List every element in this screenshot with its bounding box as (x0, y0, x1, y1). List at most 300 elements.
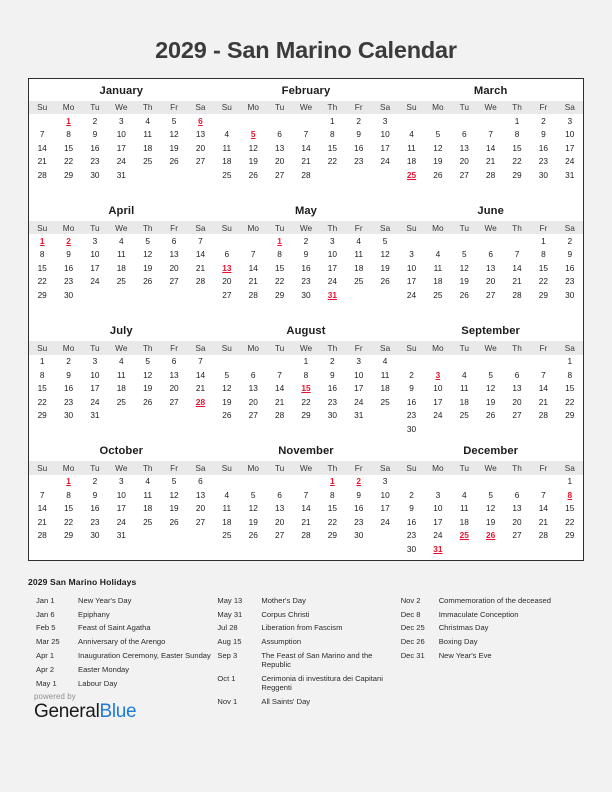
day-cell[interactable]: 10 (565, 129, 575, 140)
day-cell[interactable]: 18 (143, 142, 153, 153)
day-cell[interactable]: 7 (277, 369, 282, 380)
day-cell[interactable]: 19 (143, 383, 153, 394)
day-cell[interactable]: 10 (116, 489, 126, 500)
day-cell[interactable]: 11 (143, 489, 152, 500)
day-cell[interactable]: 9 (356, 489, 362, 500)
day-cell[interactable]: 30 (63, 410, 74, 421)
day-cell[interactable]: 28 (486, 169, 496, 180)
day-cell[interactable]: 2 (303, 235, 309, 246)
day-cell[interactable]: 28 (37, 530, 47, 541)
day-cell[interactable]: 11 (433, 262, 443, 273)
day-cell[interactable]: 5 (171, 476, 177, 487)
day-cell-holiday[interactable]: 6 (198, 115, 203, 126)
day-cell[interactable]: 30 (301, 289, 311, 300)
day-cell[interactable]: 16 (406, 396, 417, 407)
day-cell[interactable]: 13 (274, 142, 285, 153)
day-cell[interactable]: 19 (169, 503, 179, 514)
day-cell[interactable]: 1 (330, 115, 335, 126)
day-cell[interactable]: 26 (169, 516, 179, 527)
day-cell[interactable]: 4 (461, 369, 467, 380)
day-cell[interactable]: 10 (116, 129, 126, 140)
day-cell[interactable]: 23 (406, 530, 417, 541)
day-cell[interactable]: 17 (90, 383, 100, 394)
day-cell[interactable]: 28 (512, 289, 522, 300)
day-cell[interactable]: 23 (63, 276, 74, 287)
day-cell[interactable]: 21 (538, 516, 548, 527)
day-cell[interactable]: 5 (461, 249, 467, 260)
day-cell[interactable]: 7 (514, 249, 520, 260)
day-cell[interactable]: 22 (274, 276, 285, 287)
day-cell[interactable]: 5 (145, 235, 150, 246)
day-cell[interactable]: 3 (92, 235, 98, 246)
day-cell[interactable]: 17 (116, 503, 126, 514)
day-cell[interactable]: 11 (459, 503, 469, 514)
day-cell[interactable]: 1 (567, 356, 573, 367)
day-cell[interactable]: 12 (433, 142, 443, 153)
day-cell[interactable]: 28 (301, 530, 311, 541)
day-cell[interactable]: 22 (37, 276, 47, 287)
day-cell[interactable]: 10 (406, 262, 417, 273)
day-cell[interactable]: 12 (248, 503, 258, 514)
day-cell[interactable]: 23 (90, 156, 100, 167)
day-cell[interactable]: 2 (356, 115, 362, 126)
day-cell[interactable]: 4 (119, 356, 124, 367)
day-cell[interactable]: 9 (409, 383, 414, 394)
day-cell[interactable]: 15 (327, 503, 337, 514)
day-cell[interactable]: 15 (63, 142, 74, 153)
day-cell[interactable]: 19 (486, 396, 496, 407)
day-cell[interactable]: 12 (169, 489, 179, 500)
day-cell[interactable]: 25 (222, 169, 232, 180)
day-cell[interactable]: 30 (406, 423, 417, 434)
day-cell[interactable]: 4 (461, 489, 467, 500)
day-cell[interactable]: 31 (354, 410, 364, 421)
day-cell-holiday[interactable]: 5 (250, 129, 256, 140)
day-cell-holiday[interactable]: 31 (327, 289, 337, 300)
day-cell-holiday[interactable]: 13 (222, 262, 232, 273)
day-cell[interactable]: 19 (222, 396, 232, 407)
day-cell[interactable]: 21 (301, 156, 311, 167)
day-cell-holiday[interactable]: 31 (433, 543, 443, 554)
day-cell[interactable]: 8 (66, 129, 71, 140)
day-cell[interactable]: 20 (222, 276, 232, 287)
day-cell[interactable]: 17 (354, 383, 364, 394)
day-cell[interactable]: 30 (90, 169, 100, 180)
day-cell[interactable]: 22 (63, 516, 74, 527)
day-cell[interactable]: 15 (274, 262, 285, 273)
day-cell[interactable]: 18 (116, 262, 126, 273)
day-cell-holiday[interactable]: 2 (356, 476, 362, 487)
day-cell[interactable]: 8 (39, 249, 45, 260)
day-cell[interactable]: 13 (248, 383, 258, 394)
day-cell[interactable]: 20 (169, 383, 179, 394)
day-cell[interactable]: 16 (327, 383, 337, 394)
day-cell[interactable]: 1 (541, 235, 546, 246)
day-cell[interactable]: 12 (169, 129, 179, 140)
day-cell[interactable]: 14 (301, 503, 311, 514)
day-cell[interactable]: 25 (380, 396, 390, 407)
day-cell[interactable]: 23 (327, 396, 337, 407)
day-cell[interactable]: 21 (37, 156, 47, 167)
day-cell[interactable]: 17 (90, 262, 100, 273)
day-cell[interactable]: 30 (565, 289, 575, 300)
day-cell[interactable]: 25 (116, 276, 126, 287)
day-cell[interactable]: 16 (354, 503, 364, 514)
day-cell[interactable]: 22 (301, 396, 311, 407)
day-cell[interactable]: 27 (274, 530, 285, 541)
day-cell[interactable]: 4 (119, 235, 124, 246)
day-cell[interactable]: 22 (565, 396, 575, 407)
day-cell[interactable]: 19 (433, 156, 443, 167)
day-cell[interactable]: 11 (222, 503, 232, 514)
day-cell[interactable]: 8 (330, 489, 335, 500)
day-cell[interactable]: 16 (538, 142, 548, 153)
day-cell[interactable]: 27 (169, 396, 179, 407)
day-cell[interactable]: 18 (222, 156, 232, 167)
day-cell[interactable]: 23 (354, 516, 364, 527)
day-cell[interactable]: 8 (277, 249, 282, 260)
day-cell[interactable]: 12 (459, 262, 469, 273)
day-cell[interactable]: 27 (274, 169, 285, 180)
day-cell[interactable]: 9 (567, 249, 573, 260)
day-cell[interactable]: 22 (37, 396, 47, 407)
day-cell[interactable]: 7 (303, 129, 309, 140)
day-cell[interactable]: 18 (380, 383, 390, 394)
day-cell[interactable]: 11 (407, 142, 416, 153)
day-cell[interactable]: 30 (354, 530, 364, 541)
day-cell[interactable]: 6 (488, 249, 493, 260)
day-cell[interactable]: 17 (380, 503, 390, 514)
day-cell[interactable]: 6 (171, 356, 177, 367)
day-cell[interactable]: 29 (301, 410, 311, 421)
day-cell[interactable]: 10 (380, 129, 390, 140)
day-cell[interactable]: 18 (459, 516, 469, 527)
day-cell[interactable]: 24 (116, 516, 126, 527)
day-cell[interactable]: 25 (116, 396, 126, 407)
day-cell[interactable]: 14 (301, 142, 311, 153)
day-cell[interactable]: 6 (277, 489, 282, 500)
day-cell[interactable]: 28 (274, 410, 285, 421)
day-cell[interactable]: 3 (382, 115, 388, 126)
day-cell[interactable]: 17 (433, 516, 443, 527)
day-cell[interactable]: 27 (195, 156, 206, 167)
day-cell[interactable]: 2 (66, 356, 71, 367)
day-cell[interactable]: 28 (37, 169, 47, 180)
day-cell[interactable]: 21 (248, 276, 258, 287)
day-cell[interactable]: 17 (116, 142, 126, 153)
day-cell[interactable]: 12 (222, 383, 232, 394)
day-cell[interactable]: 20 (169, 262, 179, 273)
day-cell[interactable]: 19 (486, 516, 496, 527)
day-cell[interactable]: 10 (327, 249, 337, 260)
day-cell[interactable]: 31 (116, 530, 126, 541)
day-cell[interactable]: 21 (538, 396, 548, 407)
day-cell-holiday[interactable]: 25 (459, 530, 469, 541)
day-cell[interactable]: 5 (382, 235, 388, 246)
day-cell[interactable]: 20 (512, 516, 522, 527)
day-cell[interactable]: 25 (222, 530, 232, 541)
day-cell[interactable]: 2 (541, 115, 546, 126)
day-cell[interactable]: 14 (248, 262, 258, 273)
day-cell[interactable]: 6 (198, 476, 203, 487)
day-cell[interactable]: 21 (512, 276, 522, 287)
day-cell[interactable]: 27 (248, 410, 258, 421)
day-cell[interactable]: 4 (409, 129, 414, 140)
day-cell[interactable]: 10 (433, 383, 443, 394)
day-cell[interactable]: 8 (541, 249, 546, 260)
day-cell[interactable]: 27 (459, 169, 469, 180)
day-cell[interactable]: 21 (274, 396, 285, 407)
day-cell[interactable]: 8 (514, 129, 520, 140)
day-cell[interactable]: 18 (116, 383, 126, 394)
day-cell[interactable]: 7 (541, 369, 546, 380)
day-cell[interactable]: 31 (90, 410, 100, 421)
day-cell-holiday[interactable]: 1 (66, 476, 71, 487)
day-cell[interactable]: 24 (433, 530, 443, 541)
day-cell[interactable]: 9 (92, 489, 98, 500)
day-cell[interactable]: 1 (567, 476, 573, 487)
day-cell[interactable]: 11 (143, 129, 152, 140)
day-cell[interactable]: 14 (37, 503, 47, 514)
day-cell[interactable]: 22 (327, 156, 337, 167)
day-cell[interactable]: 11 (459, 383, 469, 394)
day-cell[interactable]: 9 (92, 129, 98, 140)
day-cell[interactable]: 16 (565, 262, 575, 273)
day-cell[interactable]: 20 (195, 503, 206, 514)
day-cell[interactable]: 19 (248, 516, 258, 527)
day-cell[interactable]: 3 (92, 356, 98, 367)
day-cell[interactable]: 14 (274, 383, 285, 394)
day-cell[interactable]: 24 (354, 396, 364, 407)
day-cell[interactable]: 1 (39, 356, 45, 367)
day-cell[interactable]: 29 (37, 410, 47, 421)
day-cell-holiday[interactable]: 3 (435, 369, 441, 380)
day-cell[interactable]: 4 (145, 115, 150, 126)
day-cell[interactable]: 3 (356, 356, 362, 367)
day-cell[interactable]: 16 (354, 142, 364, 153)
day-cell[interactable]: 27 (512, 530, 522, 541)
day-cell[interactable]: 6 (224, 249, 230, 260)
day-cell-holiday[interactable]: 25 (406, 169, 417, 180)
day-cell[interactable]: 8 (66, 489, 71, 500)
day-cell[interactable]: 12 (486, 503, 496, 514)
day-cell-holiday[interactable]: 28 (195, 396, 206, 407)
day-cell[interactable]: 4 (145, 476, 150, 487)
day-cell[interactable]: 12 (380, 249, 390, 260)
day-cell[interactable]: 15 (538, 262, 548, 273)
day-cell[interactable]: 24 (433, 410, 443, 421)
day-cell[interactable]: 20 (512, 396, 522, 407)
day-cell[interactable]: 3 (435, 489, 441, 500)
day-cell[interactable]: 28 (538, 530, 548, 541)
day-cell[interactable]: 3 (119, 476, 124, 487)
day-cell[interactable]: 29 (63, 530, 74, 541)
day-cell[interactable]: 15 (565, 383, 575, 394)
day-cell[interactable]: 1 (303, 356, 309, 367)
day-cell[interactable]: 19 (459, 276, 469, 287)
day-cell[interactable]: 29 (274, 289, 285, 300)
day-cell[interactable]: 23 (565, 276, 575, 287)
day-cell[interactable]: 15 (512, 142, 522, 153)
day-cell[interactable]: 2 (567, 235, 573, 246)
day-cell[interactable]: 24 (327, 276, 337, 287)
day-cell[interactable]: 28 (301, 169, 311, 180)
day-cell[interactable]: 14 (538, 503, 548, 514)
day-cell[interactable]: 29 (565, 530, 575, 541)
day-cell[interactable]: 27 (486, 289, 496, 300)
day-cell[interactable]: 29 (565, 410, 575, 421)
day-cell[interactable]: 16 (406, 516, 417, 527)
day-cell[interactable]: 30 (327, 410, 337, 421)
day-cell[interactable]: 8 (303, 369, 309, 380)
day-cell[interactable]: 17 (327, 262, 337, 273)
day-cell-holiday[interactable]: 1 (330, 476, 335, 487)
day-cell[interactable]: 3 (119, 115, 124, 126)
day-cell[interactable]: 29 (512, 169, 522, 180)
day-cell[interactable]: 26 (433, 169, 443, 180)
day-cell[interactable]: 16 (90, 142, 100, 153)
day-cell[interactable]: 26 (169, 156, 179, 167)
day-cell[interactable]: 18 (459, 396, 469, 407)
day-cell-holiday[interactable]: 26 (486, 530, 496, 541)
day-cell[interactable]: 4 (356, 235, 362, 246)
day-cell[interactable]: 4 (224, 129, 230, 140)
day-cell[interactable]: 24 (565, 156, 575, 167)
day-cell[interactable]: 9 (541, 129, 546, 140)
day-cell[interactable]: 25 (459, 410, 469, 421)
day-cell[interactable]: 1 (514, 115, 520, 126)
day-cell[interactable]: 29 (37, 289, 47, 300)
day-cell[interactable]: 5 (171, 115, 177, 126)
day-cell[interactable]: 18 (222, 516, 232, 527)
day-cell[interactable]: 2 (92, 115, 98, 126)
day-cell[interactable]: 4 (382, 356, 388, 367)
day-cell[interactable]: 13 (195, 129, 206, 140)
day-cell[interactable]: 29 (63, 169, 74, 180)
day-cell[interactable]: 10 (90, 249, 100, 260)
day-cell[interactable]: 23 (406, 410, 417, 421)
day-cell[interactable]: 2 (92, 476, 98, 487)
day-cell[interactable]: 12 (486, 383, 496, 394)
day-cell[interactable]: 20 (195, 142, 206, 153)
day-cell[interactable]: 4 (224, 489, 230, 500)
day-cell[interactable]: 24 (380, 516, 390, 527)
day-cell[interactable]: 7 (250, 249, 256, 260)
day-cell[interactable]: 23 (354, 156, 364, 167)
day-cell[interactable]: 26 (459, 289, 469, 300)
day-cell[interactable]: 20 (274, 516, 285, 527)
day-cell[interactable]: 7 (198, 235, 203, 246)
day-cell[interactable]: 24 (116, 156, 126, 167)
day-cell[interactable]: 7 (39, 489, 45, 500)
day-cell[interactable]: 17 (433, 396, 443, 407)
day-cell[interactable]: 7 (39, 129, 45, 140)
day-cell-holiday[interactable]: 8 (567, 489, 573, 500)
day-cell[interactable]: 21 (195, 262, 206, 273)
day-cell[interactable]: 23 (538, 156, 548, 167)
day-cell[interactable]: 16 (90, 503, 100, 514)
day-cell[interactable]: 25 (354, 276, 364, 287)
day-cell[interactable]: 18 (143, 503, 153, 514)
day-cell[interactable]: 30 (406, 543, 417, 554)
day-cell[interactable]: 3 (567, 115, 573, 126)
day-cell[interactable]: 5 (145, 356, 150, 367)
day-cell[interactable]: 11 (380, 369, 390, 380)
day-cell-holiday[interactable]: 15 (301, 383, 311, 394)
day-cell[interactable]: 24 (380, 156, 390, 167)
day-cell[interactable]: 6 (171, 235, 177, 246)
day-cell[interactable]: 28 (248, 289, 258, 300)
day-cell[interactable]: 13 (195, 489, 206, 500)
day-cell[interactable]: 26 (222, 410, 232, 421)
day-cell[interactable]: 28 (195, 276, 206, 287)
day-cell[interactable]: 26 (248, 169, 258, 180)
day-cell[interactable]: 15 (37, 383, 47, 394)
day-cell[interactable]: 13 (459, 142, 469, 153)
day-cell[interactable]: 11 (117, 249, 126, 260)
day-cell[interactable]: 7 (541, 489, 546, 500)
day-cell[interactable]: 9 (66, 369, 71, 380)
day-cell[interactable]: 12 (248, 142, 258, 153)
day-cell[interactable]: 23 (301, 276, 311, 287)
day-cell[interactable]: 6 (514, 489, 520, 500)
day-cell[interactable]: 11 (117, 369, 126, 380)
day-cell[interactable]: 13 (169, 249, 179, 260)
day-cell[interactable]: 21 (301, 516, 311, 527)
day-cell[interactable]: 6 (514, 369, 520, 380)
day-cell[interactable]: 24 (406, 289, 417, 300)
day-cell[interactable]: 21 (195, 383, 206, 394)
day-cell[interactable]: 7 (198, 356, 203, 367)
day-cell[interactable]: 22 (538, 276, 548, 287)
day-cell[interactable]: 18 (354, 262, 364, 273)
day-cell[interactable]: 15 (565, 503, 575, 514)
day-cell[interactable]: 14 (195, 369, 206, 380)
day-cell[interactable]: 15 (37, 262, 47, 273)
day-cell[interactable]: 22 (63, 156, 74, 167)
day-cell[interactable]: 16 (63, 262, 74, 273)
day-cell[interactable]: 23 (63, 396, 74, 407)
day-cell[interactable]: 26 (486, 410, 496, 421)
day-cell-holiday[interactable]: 2 (66, 235, 71, 246)
day-cell[interactable]: 22 (512, 156, 522, 167)
day-cell[interactable]: 8 (567, 369, 573, 380)
day-cell[interactable]: 5 (250, 489, 256, 500)
day-cell[interactable]: 13 (512, 503, 522, 514)
day-cell[interactable]: 7 (488, 129, 493, 140)
day-cell[interactable]: 30 (538, 169, 548, 180)
day-cell[interactable]: 14 (486, 142, 496, 153)
day-cell[interactable]: 30 (63, 289, 74, 300)
day-cell[interactable]: 7 (303, 489, 309, 500)
day-cell[interactable]: 9 (303, 249, 309, 260)
day-cell[interactable]: 2 (330, 356, 335, 367)
day-cell[interactable]: 19 (143, 262, 153, 273)
day-cell[interactable]: 9 (66, 249, 71, 260)
day-cell[interactable]: 6 (461, 129, 467, 140)
day-cell[interactable]: 13 (274, 503, 285, 514)
day-cell-holiday[interactable]: 1 (39, 235, 45, 246)
day-cell[interactable]: 14 (195, 249, 206, 260)
day-cell[interactable]: 16 (301, 262, 311, 273)
day-cell[interactable]: 16 (63, 383, 74, 394)
day-cell[interactable]: 20 (248, 396, 258, 407)
day-cell[interactable]: 10 (354, 369, 364, 380)
day-cell[interactable]: 17 (406, 276, 417, 287)
day-cell[interactable]: 26 (143, 276, 153, 287)
day-cell[interactable]: 10 (380, 489, 390, 500)
day-cell[interactable]: 31 (116, 169, 126, 180)
